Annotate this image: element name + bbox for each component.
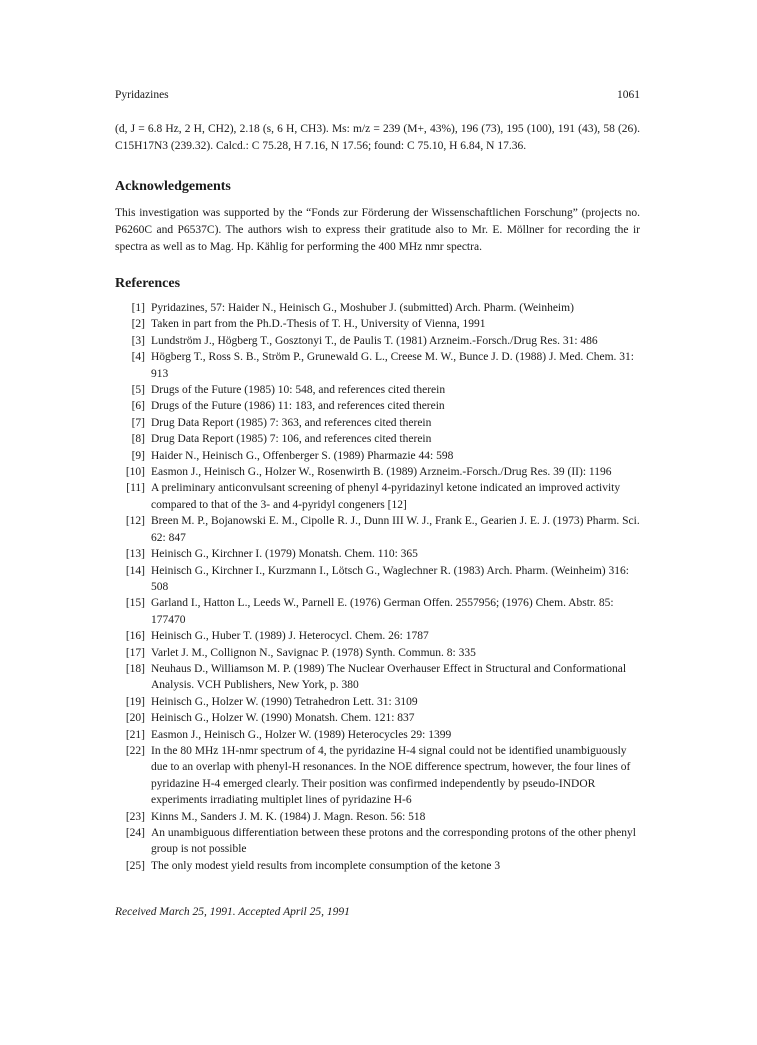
received-accepted-dates: Received March 25, 1991. Accepted April 25, 1991	[115, 906, 350, 918]
reference-item	[115, 513, 640, 546]
reference-number: [18]	[125, 662, 145, 675]
reference-text: Taken in part from the Ph.D.-Thesis of T. H., University of Vienna, 1991	[151, 318, 486, 331]
reference-text: Drugs of the Future (1985) 10: 548, and references cited therein	[151, 384, 446, 397]
reference-number: [4]	[131, 351, 145, 364]
reference-text: Kinns M., Sanders J. M. K. (1984) J. Magn. Reson. 56: 518	[151, 810, 426, 823]
reference-text: An unambiguous differentiation between these protons and the corresponding protons of the other phenyl group is not possible	[151, 827, 636, 856]
running-title: Pyridazines	[115, 89, 169, 101]
reference-item	[115, 858, 640, 874]
reference-item	[115, 825, 640, 858]
references-heading: References	[115, 276, 181, 291]
reference-number: [17]	[125, 646, 145, 659]
reference-number: [24]	[125, 827, 145, 839]
reference-item	[115, 628, 640, 644]
reference-number: [23]	[125, 810, 145, 823]
reference-number: [12]	[125, 515, 145, 528]
reference-text: In the 80 MHz 1H-nmr spectrum of 4, the pyridazine H-4 signal could not be identified unambiguously due to an overlap with phenyl-H resonances. In the NOE difference spectrum, however, the four lines of pyridazine H-4 emerged clearly. Their position was confirmed independently by pseudo-INDOR experiments irradiating multiplet lines of pyridazine H-6	[151, 744, 631, 807]
experimental-continuation: (d, J = 6.8 Hz, 2 H, CH2), 2.18 (s, 6 H, CH3). Ms: m/z = 239 (M+, 43%), 196 (73), 195 (100), 191 (43), 58 (26). C15H17N3 (239.32). Calcd.: C 75.28, H 7.16, N 17.56; found: C 75.10, H 6.84, N 17.36.	[115, 123, 640, 152]
reference-item	[115, 349, 640, 382]
reference-item	[115, 743, 640, 809]
reference-number: [9]	[131, 449, 145, 462]
reference-item	[115, 710, 640, 726]
acknowledgements-text: This investigation was supported by the “Fonds zur Förderung der Wissenschaftlichen Forschung” (projects no. P6260C and P6537C). The authors wish to express their gratitude also to Mr. E. Möllner for recording the ir spectra as well as to Mag. Hp. Kählig for performing the 400 MHz nmr spectra.	[115, 207, 640, 253]
reference-text: Haider N., Heinisch G., Offenberger S. (1989) Pharmazie 44: 598	[151, 449, 454, 462]
reference-item	[115, 464, 640, 480]
reference-number: [2]	[131, 318, 145, 331]
reference-number: [10]	[125, 466, 145, 479]
reference-number: [3]	[131, 334, 145, 347]
reference-text: Drug Data Report (1985) 7: 106, and references cited therein	[151, 433, 432, 446]
reference-item	[115, 645, 640, 661]
reference-number: [8]	[131, 433, 145, 446]
reference-text: Heinisch G., Kirchner I. (1979) Monatsh. Chem. 110: 365	[151, 548, 418, 561]
reference-item	[115, 480, 640, 513]
reference-item	[115, 316, 640, 332]
acknowledgements-heading: Acknowledgements	[115, 179, 231, 194]
reference-number: [25]	[125, 859, 145, 872]
reference-text: Easmon J., Heinisch G., Holzer W. (1989) Heterocycles 29: 1399	[151, 728, 452, 741]
reference-text: Drugs of the Future (1986) 11: 183, and references cited therein	[151, 400, 445, 413]
reference-item	[115, 694, 640, 710]
reference-text: A preliminary anticonvulsant screening of phenyl 4-pyridazinyl ketone indicated an improved activity compared to that of the 3- and 4-pyridyl congeners [12]	[151, 482, 621, 511]
reference-number: [16]	[125, 630, 145, 643]
reference-number: [15]	[125, 597, 145, 610]
reference-item	[115, 398, 640, 414]
reference-number: [6]	[131, 400, 145, 413]
reference-number: [19]	[125, 695, 145, 708]
reference-number: [14]	[125, 564, 145, 577]
reference-text: Pyridazines, 57: Haider N., Heinisch G., Moshuber J. (submitted) Arch. Pharm. (Weinheim)	[151, 302, 574, 314]
reference-item	[115, 661, 640, 694]
reference-number: [7]	[131, 416, 145, 429]
reference-item	[115, 382, 640, 398]
reference-text: Heinisch G., Huber T. (1989) J. Heterocycl. Chem. 26: 1787	[151, 630, 429, 643]
reference-item	[115, 563, 640, 596]
reference-number: [22]	[125, 744, 145, 757]
reference-text: Heinisch G., Holzer W. (1990) Tetrahedron Lett. 31: 3109	[151, 695, 418, 708]
reference-item	[115, 727, 640, 743]
reference-number: [21]	[125, 728, 145, 741]
page-number: 1061	[617, 89, 640, 101]
reference-text: Garland I., Hatton L., Leeds W., Parnell E. (1976) German Offen. 2557956; (1976) Chem. Abstr. 85: 177470	[151, 597, 614, 626]
reference-item	[115, 333, 640, 349]
reference-item	[115, 809, 640, 825]
reference-text: The only modest yield results from incomplete consumption of the ketone 3	[151, 859, 501, 872]
reference-item	[115, 546, 640, 562]
reference-number: [5]	[131, 384, 145, 397]
reference-item	[115, 300, 640, 316]
reference-text: Heinisch G., Holzer W. (1990) Monatsh. Chem. 121: 837	[151, 712, 415, 725]
reference-list	[115, 300, 640, 874]
reference-text: Neuhaus D., Williamson M. P. (1989) The Nuclear Overhauser Effect in Structural and Conformational Analysis. VCH Publishers, New York, p. 380	[151, 662, 627, 692]
reference-text: Lundström J., Högberg T., Gosztonyi T., de Paulis T. (1981) Arzneim.-Forsch./Drug Res. 31: 486	[151, 334, 598, 347]
reference-text: Högberg T., Ross S. B., Ström P., Grunewald G. L., Creese M. W., Bunce J. D. (1988) J. Med. Chem. 31: 913	[151, 351, 634, 380]
reference-number: [13]	[125, 548, 145, 561]
reference-item	[115, 448, 640, 464]
reference-text: Heinisch G., Kirchner I., Kurzmann I., Lötsch G., Waglechner R. (1983) Arch. Pharm. (Weinheim) 316: 508	[151, 564, 629, 593]
reference-item	[115, 431, 640, 447]
reference-text: Drug Data Report (1985) 7: 363, and references cited therein	[151, 416, 432, 429]
reference-text: Breen M. P., Bojanowski E. M., Cipolle R. J., Dunn III W. J., Frank E., Gearien J. E. J. (1973) Pharm. Sci. 62: 847	[151, 515, 640, 544]
reference-number: [1]	[131, 302, 145, 314]
reference-text: Varlet J. M., Collignon N., Savignac P. (1978) Synth. Commun. 8: 335	[151, 646, 476, 659]
reference-item	[115, 595, 640, 628]
reference-number: [20]	[125, 712, 145, 725]
reference-text: Easmon J., Heinisch G., Holzer W., Rosenwirth B. (1989) Arzneim.-Forsch./Drug Res. 39 (II): 1196	[151, 466, 612, 479]
reference-item	[115, 415, 640, 431]
reference-number: [11]	[126, 482, 145, 495]
